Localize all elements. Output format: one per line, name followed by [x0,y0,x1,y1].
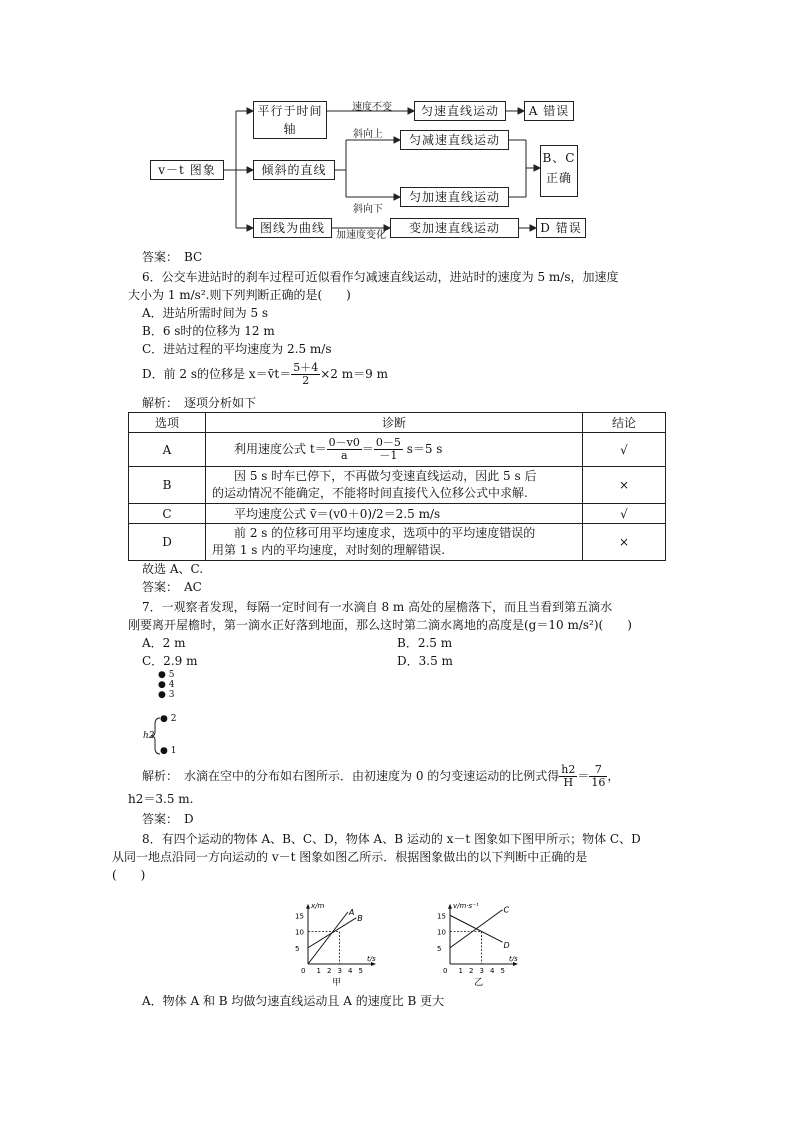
q6-option-d-fraction [291,362,320,387]
q6-option-d-num: 5＋4 [293,361,319,374]
drop-label: 5 [168,670,175,680]
y-axis-arrow [306,904,310,909]
row-d-option: D [129,524,206,561]
q8-option-a: A．物体 A 和 B 均做匀速直线运动且 A 的速度比 B 更大 [142,994,445,1008]
row-b-option: B [129,467,206,504]
row-a-prefix: 利用速度公式 t＝ [234,442,327,456]
flow-result-bc-line2: 正确 [545,171,572,185]
q7-analysis [142,762,619,790]
row-b-diagnosis [206,467,583,504]
series-label-B: B [357,913,363,923]
q6-option-a: A．进站所需时间为 5 s [142,306,269,320]
table-head-conclusion: 结论 [583,413,666,433]
chart-title: 甲 [332,978,342,988]
flow-result-a: A 错误 [524,101,574,121]
q7-stem-1: 7．一观察者发现，每隔一定时间有一水滴自 8 m 高处的屋檐落下，而且当看到第五滴水 [142,600,613,614]
q7-frac1-den: H [563,776,574,789]
table-row [129,433,666,467]
table-row [129,504,666,524]
drop-5: ● 5 [158,670,175,680]
q6-option-d-prefix: D．前 2 s的位移是 x＝v̄t＝ [142,367,292,381]
flow-uniform-motion: 匀速直线运动 [414,101,506,121]
q6-option-d [142,360,388,388]
row-b-line-1: 因 5 s 时车已停下，不再做匀变速直线运动，因此 5 s 后 [234,469,537,483]
flow-branch-curve: 图线为曲线 [253,218,332,238]
series-label-D: D [503,941,510,951]
x-tick-label: 5 [500,967,505,975]
q8-stem-3: ( ) [112,868,146,882]
flow-branch-parallel: 平行于时间轴 [253,101,327,139]
row-d-diagnosis [206,524,583,561]
q7-answer: 答案： D [142,812,194,826]
q7-analysis-line-2: h2＝3.5 m. [128,792,194,806]
q5-answer: 答案： BC [142,250,203,264]
flow-label-up: 斜向上 [353,129,383,140]
q7-analysis-eq: ＝ [577,769,590,783]
chart-yi [422,896,540,988]
flow-result-bc-line1: B、C [542,151,576,165]
chart-jia [280,896,390,988]
q7-option-d: D．3.5 m [397,654,453,668]
x-tick-label: 3 [479,967,484,975]
x-tick-label: 2 [469,967,474,975]
row-a-f1-num: 0－v0 [328,436,360,449]
x-tick-label: 1 [316,967,321,975]
q7-stem-2: 刚要离开屋檐时，第一滴水正好落到地面，那么这时第二滴水离地的高度是(g＝10 m/s²)( ) [128,618,632,632]
table-row [129,467,666,504]
x-tick-label: 5 [358,967,363,975]
x-axis-label: t/s [509,955,518,963]
flow-accel-motion: 匀加速直线运动 [400,187,509,207]
q6-option-d-suffix: ×2 m＝9 m [320,367,388,381]
table-head-option: 选项 [129,413,206,433]
table-row [129,524,666,561]
q7-analysis-tail: ， [607,769,620,783]
row-d-conclusion: × [583,524,666,561]
q6-stem-1: 6．公交车进站时的刹车过程可近似看作匀减速直线运动，进站时的速度为 5 m/s，加速度 [142,270,619,284]
row-d-line-2: 用第 1 s 内的平均速度，对时刻的理解错误. [212,543,446,557]
flow-root: v－t 图象 [150,160,224,180]
q6-option-d-den: 2 [302,374,310,387]
q7-frac2-den: 16 [591,776,606,789]
q8-stem-2: 从同一地点沿同一方向运动的 v－t 图象如图乙所示．根据图象做出的以下判断中正确的是 [112,850,588,864]
x-tick-label: 1 [458,967,463,975]
y-tick-label: 10 [437,928,446,937]
row-c-option: C [129,504,206,524]
series-label-A: A [348,908,355,917]
q7-frac1-num: h2 [561,763,576,776]
y-axis-label: v/m·s⁻¹ [453,901,479,910]
drop-label: 1 [170,746,177,756]
x-tick-label: 3 [337,967,342,975]
flowchart-connectors [0,0,794,245]
y-tick-label: 15 [437,912,446,921]
q7-frac2-num: 7 [589,764,607,777]
q8-stem-1: 8．有四个运动的物体 A、B、C、D，物体 A、B 运动的 x－t 图象如下图甲所示；物体 C、D [142,832,641,846]
x-tick-label: 0 [443,967,448,975]
x-tick-label: 0 [301,967,306,975]
drop-4: ● 4 [158,680,175,690]
flow-result-d: D 错误 [536,218,586,238]
drop-2: ● 2 [160,714,177,724]
series-label-C: C [503,905,510,915]
row-a-fraction-1 [327,437,362,462]
flow-decel-motion: 匀减速直线运动 [400,130,509,150]
row-a-diagnosis: 利用速度公式 t＝ $\frac{0-v0}{a}$ ＝ $\frac{0-5}{-1}$ s＝5 s [206,433,583,467]
drop-label: 2 [170,714,177,724]
row-b-line-2: 的运动情况不能确定，不能将时间直接代入位移公式中求解. [212,486,528,500]
y-tick-label: 15 [295,912,304,921]
q7-analysis-frac-2 [589,764,607,789]
x-axis-label: t/s [367,955,376,963]
row-a-option: A [129,433,206,467]
q6-stem-2: 大小为 1 m/s².则下列判断正确的是( ) [128,288,351,302]
row-b-conclusion: × [583,467,666,504]
x-tick-label: 4 [348,967,353,975]
table-header-row [129,413,666,433]
flow-label-down: 斜向下 [353,204,383,215]
q7-option-c: C．2.9 m [142,654,198,668]
series-line-B [308,918,356,948]
y-axis-arrow [448,904,452,909]
x-tick-label: 2 [327,967,332,975]
q6-option-b: B．6 s时的位移为 12 m [142,324,275,338]
flow-result-bc [540,145,578,197]
y-axis-label: x/m [311,901,325,910]
q7-option-a: A．2 m [142,636,186,650]
flow-label-speed-constant: 速度不变 [352,102,392,113]
flow-branch-tilted: 倾斜的直线 [253,160,335,180]
y-tick-label: 5 [437,944,442,953]
q6-conclusion: 故选 A、C. [142,562,204,576]
row-a-conclusion: √ [583,433,666,467]
row-a-suffix: s＝5 s [402,442,443,456]
drop-3: ● 3 [158,690,175,700]
q7-analysis-frac-1 [559,764,577,789]
row-a-fraction-2 [374,437,403,462]
drop-label: 4 [168,680,175,690]
q6-option-c: C．进站过程的平均速度为 2.5 m/s [142,342,332,356]
series-line-D [450,915,503,942]
y-tick-label: 10 [295,928,304,937]
row-a-f1-den: a [340,449,348,462]
row-d-line-1: 前 2 s 的位移可用平均速度求，选项中的平均速度错误的 [234,526,536,540]
drop-label: 3 [168,690,175,700]
chart-title: 乙 [474,978,484,988]
row-c-conclusion: √ [583,504,666,524]
y-tick-label: 5 [295,944,300,953]
row-a-f2-num: 0－5 [375,436,401,449]
q6-solution-table [128,412,666,561]
flow-variable-motion: 变加速直线运动 [390,218,519,238]
row-a-f2-den: －1 [379,449,398,462]
row-c-diagnosis: 平均速度公式 v̄＝(v0＋0)/2＝2.5 m/s [206,504,583,524]
q6-analysis: 解析： 逐项分析如下 [142,396,257,410]
series-line-A [308,912,348,964]
flow-label-accel-change: 加速度变化 [336,230,386,241]
x-tick-label: 4 [490,967,495,975]
q7-analysis-prefix: 解析： 水滴在空中的分布如右图所示．由初速度为 0 的匀变速运动的比例式得 [142,769,560,783]
table-head-diagnosis: 诊断 [206,413,583,433]
h2-label: h2 [143,731,155,741]
q7-option-b: B．2.5 m [397,636,453,650]
q6-answer: 答案： AC [142,580,202,594]
drop-1: ● 1 [160,746,177,756]
